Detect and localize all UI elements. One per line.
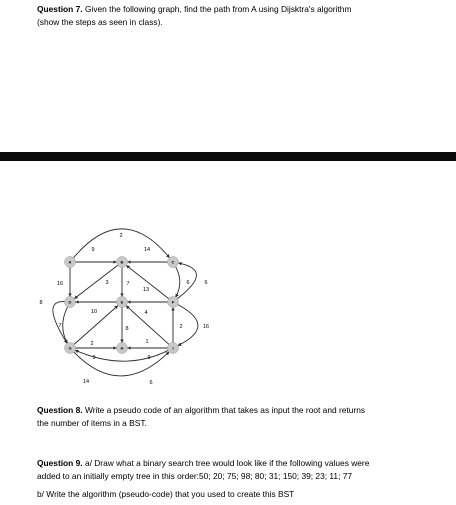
edge-weight-A-D: 16	[56, 281, 64, 287]
edge-weight-I-H: 9	[147, 355, 151, 361]
question-9-part-a-line1: a/ Draw what a binary search tree would look like if the following values were	[84, 458, 370, 468]
node-C-label: C	[171, 259, 175, 265]
node-D	[65, 297, 76, 308]
edge-weight-C-F: 6	[186, 280, 190, 286]
question-7-text-line1: Given the following graph, find the path from A using Dijsktra's algorithm	[84, 4, 352, 14]
node-F-label: F	[171, 299, 175, 305]
edge-C-F	[176, 267, 180, 297]
edge-weight-F-C: 6	[204, 280, 208, 286]
edge-weight-F-I: 16	[202, 324, 210, 330]
edge-weight-E-H: 8	[125, 326, 129, 332]
edge-weight-F-E: 4	[144, 310, 148, 316]
node-H	[117, 343, 128, 354]
node-C	[168, 257, 179, 268]
question-8-text-line1: Write a pseudo code of an algorithm that takes as input the root and returns	[84, 405, 366, 415]
question-7-label: Question 7.	[37, 4, 83, 14]
edge-weight-G-E: 2	[90, 341, 94, 347]
question-8	[37, 404, 437, 429]
node-A-label: A	[68, 259, 72, 265]
edge-weight-B-D: 3	[105, 280, 109, 286]
edge-weight-D-G: 7	[58, 323, 62, 329]
edge-weight-B-E: 7	[126, 281, 130, 287]
question-9-part-a	[37, 457, 437, 482]
node-G	[65, 343, 76, 354]
edge-B-D	[74, 265, 117, 298]
question-8-text-line2: the number of items in a BST.	[37, 417, 147, 428]
node-B	[117, 257, 128, 268]
edge-weight-D-G: 8	[39, 300, 43, 306]
node-G-label: G	[68, 345, 72, 351]
node-B-label: B	[120, 259, 124, 265]
node-E	[117, 297, 128, 308]
graph-nodes	[65, 257, 179, 354]
edge-weight-I-F: 2	[179, 324, 183, 330]
edge-weight-A-C: 2	[119, 233, 123, 239]
node-I	[168, 343, 179, 354]
node-A	[65, 257, 76, 268]
node-D-label: D	[68, 299, 72, 305]
node-E-label: E	[120, 299, 124, 305]
question-7-text-line2: (show the steps as seen in class).	[37, 16, 163, 27]
question-9-part-b-text: b/ Write the algorithm (pseudo-code) that you used to create this BST	[37, 489, 295, 499]
node-I-label: I	[172, 345, 174, 351]
edge-F-B	[126, 265, 168, 298]
graph-edge-labels	[39, 233, 209, 386]
question-9-label: Question 9.	[37, 458, 83, 468]
edge-weight-G-H: 9	[92, 355, 96, 361]
question-8-label: Question 8.	[37, 405, 83, 415]
edge-weight-F-B: 13	[142, 287, 150, 293]
question-9-part-b	[37, 488, 437, 501]
question-9-part-a-line2: added to an initially empty tree in this order:50; 20; 75; 98; 80; 31; 150; 39; 23; 11; 77	[37, 470, 353, 481]
node-F	[168, 297, 179, 308]
node-H-label: H	[120, 345, 124, 351]
edge-weight-A-B: 9	[91, 247, 95, 253]
edge-weight-E-D: 10	[90, 309, 98, 315]
edge-weight-G-I: 14	[82, 379, 90, 385]
edge-weight-C-B: 14	[143, 247, 151, 253]
edge-weight-I-E: 1	[145, 339, 149, 345]
edge-weight-I-G: 6	[149, 380, 153, 386]
